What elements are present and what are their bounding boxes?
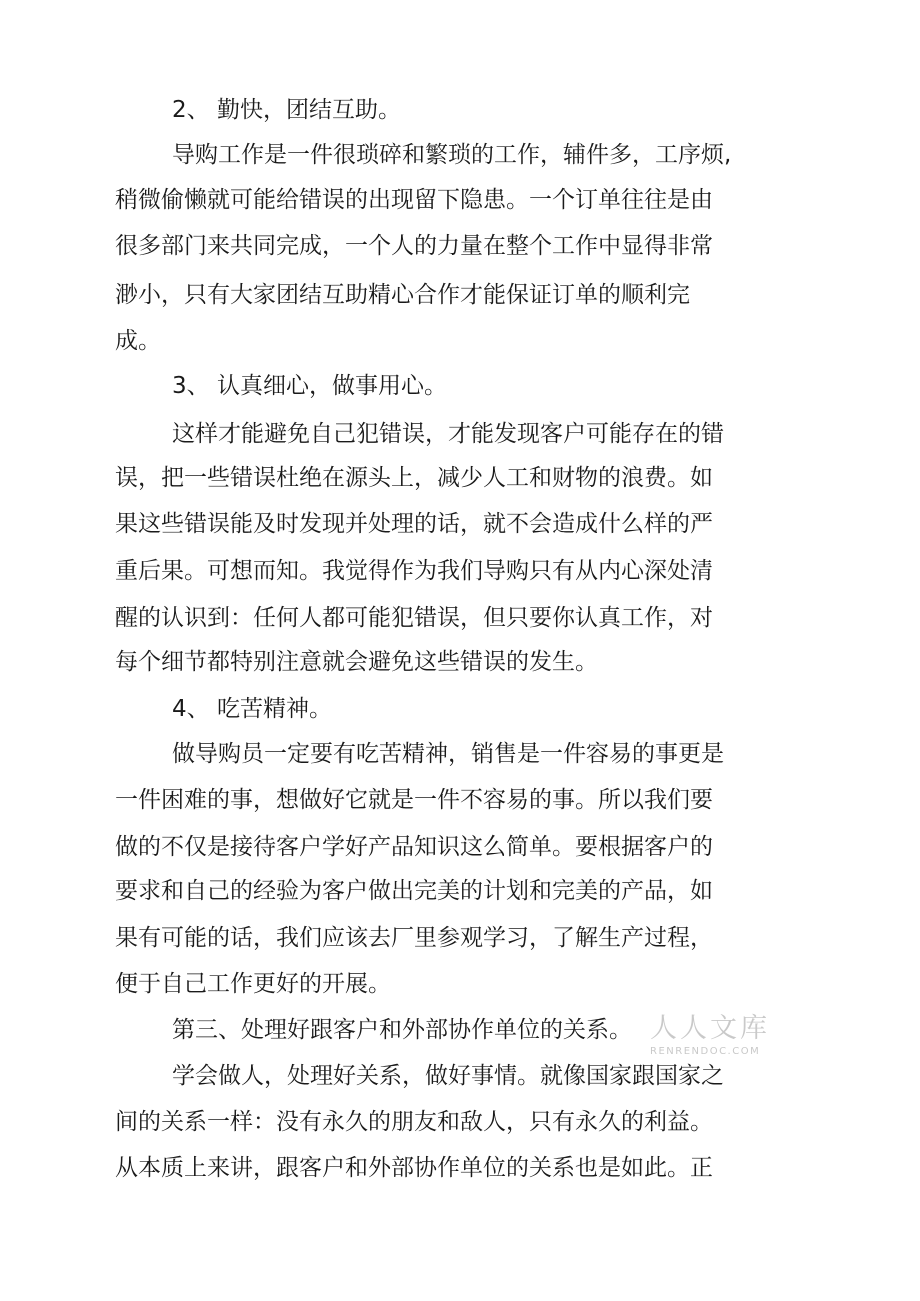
paragraph-line: 很多部门来共同完成，一个人的力量在整个工作中显得非常 [115, 233, 713, 259]
section-heading: 第三、处理好跟客户和外部协作单位的关系。 [172, 1017, 632, 1043]
paragraph-line: 重后果。可想而知。我觉得作为我们导购只有从内心深处清 [115, 558, 713, 584]
paragraph-line: 间的关系一样：没有永久的朋友和敌人，只有永久的利益。 [115, 1109, 713, 1135]
paragraph-line: 学会做人，处理好关系，做好事情。就像国家跟国家之 [172, 1063, 724, 1089]
paragraph-line: 渺小，只有大家团结互助精心合作才能保证订单的顺利完 [115, 282, 690, 308]
paragraph-line: 一件困难的事，想做好它就是一件不容易的事。所以我们要 [115, 787, 713, 813]
paragraph-line: 成。 [115, 328, 161, 354]
watermark-title: 人人文库 [650, 1013, 770, 1044]
paragraph-line: 做导购员一定要有吃苦精神，销售是一件容易的事更是 [172, 741, 724, 767]
paragraph-line: 这样才能避免自己犯错误，才能发现客户可能存在的错 [172, 421, 724, 447]
paragraph-line: 醒的认识到：任何人都可能犯错误，但只要你认真工作，对 [115, 605, 713, 631]
watermark-subtitle: RENRENDOC.COM [650, 1046, 761, 1057]
paragraph-line: 每个细节都特别注意就会避免这些错误的发生。 [115, 649, 598, 675]
paragraph-line: 误，把一些错误杜绝在源头上，减少人工和财物的浪费。如 [115, 465, 713, 491]
paragraph-line: 导购工作是一件很琐碎和繁琐的工作，辅件多，工序烦, [172, 142, 732, 168]
paragraph-line: 做的不仅是接待客户学好产品知识这么简单。要根据客户的 [115, 834, 713, 860]
heading-2: 2、 勤快，团结互助。 [172, 97, 401, 123]
paragraph-line: 稍微偷懒就可能给错误的出现留下隐患。一个订单往往是由 [115, 187, 713, 213]
paragraph-line: 要求和自己的经验为客户做出完美的计划和完美的产品，如 [115, 878, 713, 904]
paragraph-line: 果这些错误能及时发现并处理的话，就不会造成什么样的严 [115, 511, 713, 537]
heading-4: 4、 吃苦精神。 [172, 696, 332, 722]
watermark-logo [646, 1012, 776, 1062]
paragraph-line: 果有可能的话，我们应该去厂里参观学习，了解生产过程， [115, 925, 713, 951]
paragraph-line: 便于自己工作更好的开展。 [115, 971, 391, 997]
paragraph-line: 从本质上来讲，跟客户和外部协作单位的关系也是如此。正 [115, 1155, 713, 1181]
heading-3: 3、 认真细心，做事用心。 [172, 373, 447, 399]
